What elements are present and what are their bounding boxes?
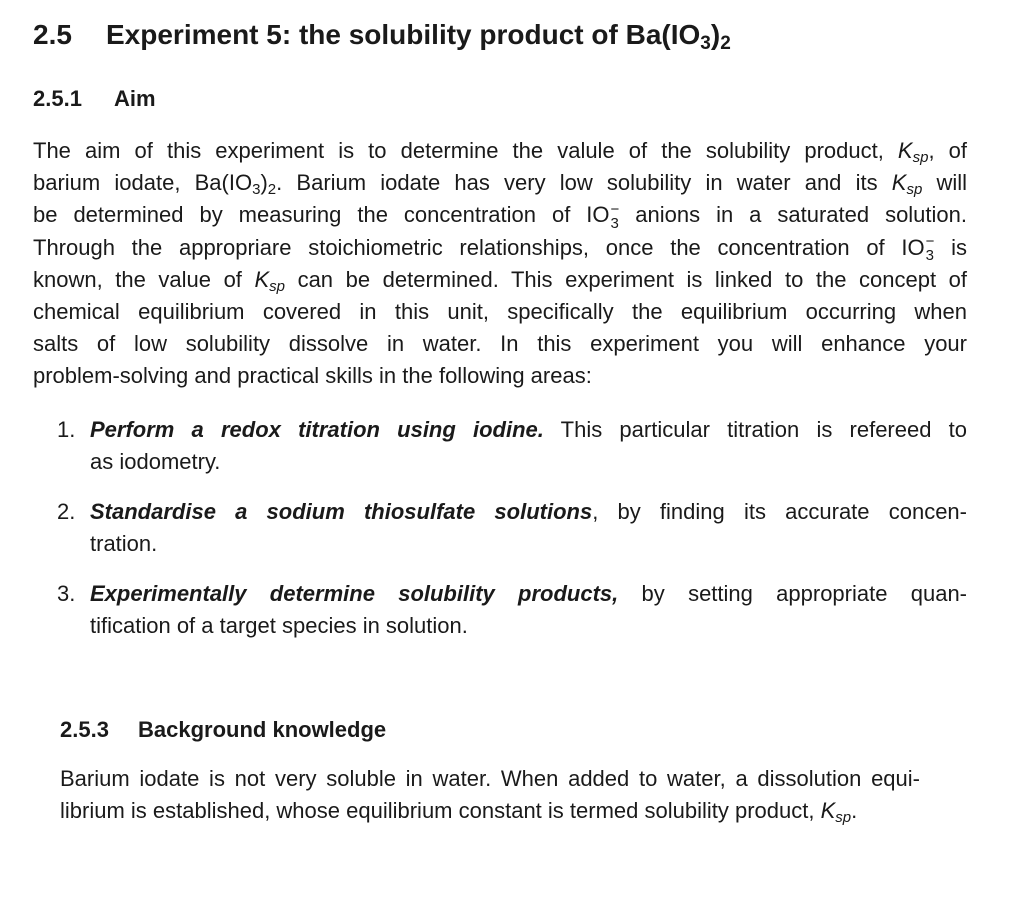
section-heading [33, 15, 731, 55]
list-marker: 2. [57, 499, 76, 524]
aim-paragraph [33, 135, 967, 393]
background-heading [60, 715, 386, 745]
paragraph-line: librium is established, whose equilibrium constant is termed solubility product, $K_{sp}$. [60, 798, 858, 827]
list-item-line: tration. [90, 531, 158, 557]
aim-heading [33, 84, 156, 114]
paragraph-line: barium iodate, $Ba(IO_3)_2$. Barium iodate has very low solubility in water and its $K_{sp}$ will [33, 170, 968, 199]
list-item-line: tification of a target species in solution. [90, 613, 468, 639]
section-title: Experiment 5: the solubility product of $Ba(IO_3)_2$ [106, 19, 731, 54]
list-item [57, 496, 967, 560]
paragraph-line: be determined by measuring the concentration of IO − 3 anions in a saturated solution. [33, 200, 968, 232]
paragraph-line: The aim of this experiment is to determine the valule of the solubility product, $K_{sp}$, of [33, 138, 968, 166]
paragraph-line: Barium iodate is not very soluble in water. When added to water, a dissolution equi- [60, 766, 920, 791]
list-item [57, 414, 967, 478]
background-heading-title: Background knowledge [138, 717, 387, 742]
background-heading-number: 2.5.3 [60, 717, 109, 742]
aim-heading-number: 2.5.1 [33, 86, 82, 111]
list-item-line: Perform a redox titration using iodine. This particular titration is refereed to [90, 417, 967, 442]
paragraph-line: chemical equilibrium covered in this unit, specifically the equilibrium occurring when [33, 299, 967, 325]
aim-heading-title: Aim [114, 86, 156, 111]
paragraph-line: problem-solving and practical skills in the following areas: [33, 363, 592, 389]
list-item-line: Experimentally determine solubility products, by setting appropriate quan- [90, 581, 968, 606]
list-marker: 3. [57, 581, 76, 606]
list-item-line: as iodometry. [90, 449, 221, 475]
section-number: 2.5 [33, 19, 72, 50]
paragraph-line: Through the appropriare stoichiometric relationships, once the concentration of IO − 3 is [33, 232, 968, 264]
iodate-ion-charge: − 3 [925, 232, 935, 264]
paragraph-line: salts of low solubility dissolve in water. In this experiment you will enhance your [33, 331, 967, 357]
list-item-line: Standardise a sodium thiosulfate solutions, by finding its accurate concen- [90, 499, 967, 524]
list-item [57, 578, 967, 642]
paragraph-line: known, the value of $K_{sp}$ can be determined. This experiment is linked to the concept of [33, 266, 967, 295]
iodate-ion-charge: − 3 [610, 200, 620, 232]
list-marker: 1. [57, 417, 76, 442]
background-paragraph [60, 763, 920, 827]
